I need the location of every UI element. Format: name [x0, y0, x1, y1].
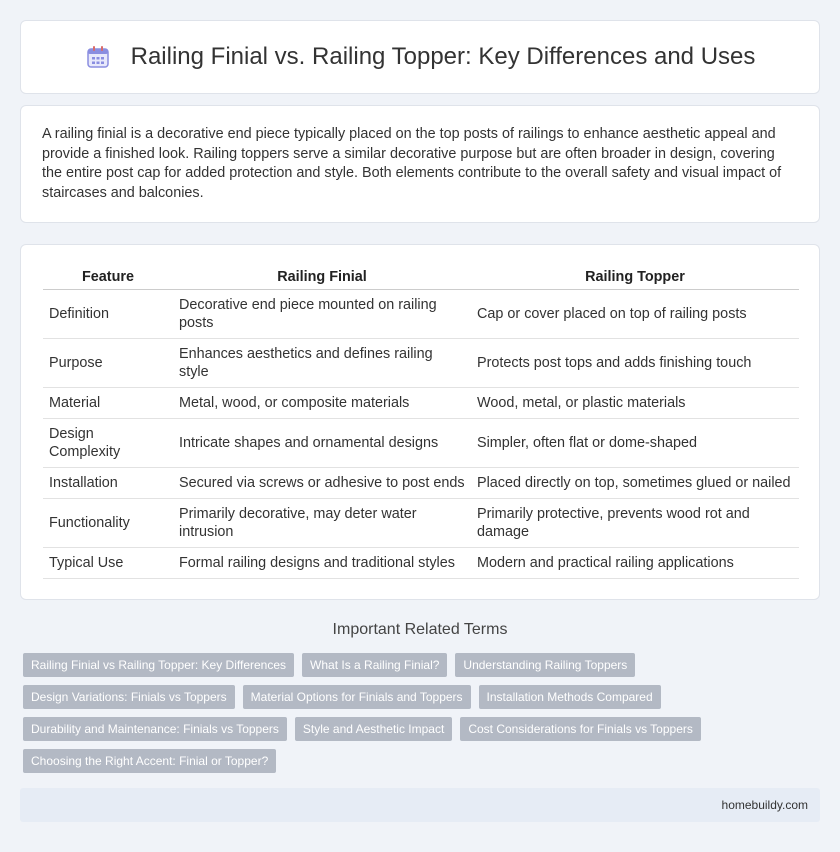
related-term-tag[interactable]: Design Variations: Finials vs Toppers — [23, 685, 235, 709]
table-row — [43, 418, 799, 467]
cell-finial: Secured via screws or adhesive to post ends — [173, 467, 471, 498]
cell-feature: Design Complexity — [43, 418, 173, 467]
cell-topper: Protects post tops and adds finishing touch — [471, 338, 799, 387]
table-row — [43, 547, 799, 578]
related-term-tag[interactable]: Understanding Railing Toppers — [455, 653, 635, 677]
related-terms-title: Important Related Terms — [332, 621, 508, 638]
comparison-table — [43, 265, 799, 579]
cell-finial: Primarily decorative, may deter water intrusion — [173, 498, 471, 547]
cell-feature: Material — [43, 387, 173, 418]
cell-finial: Decorative end piece mounted on railing posts — [173, 289, 471, 338]
table-header-row — [43, 265, 799, 289]
related-term-tag[interactable]: Style and Aesthetic Impact — [295, 717, 452, 741]
header-feature: Feature — [43, 265, 173, 289]
header-railing-topper: Railing Topper — [471, 265, 799, 289]
cell-finial: Formal railing designs and traditional styles — [173, 547, 471, 578]
table-row — [43, 498, 799, 547]
footer-site-link[interactable]: homebuildy.com — [721, 798, 808, 812]
header-railing-finial: Railing Finial — [173, 265, 471, 289]
table-row — [43, 338, 799, 387]
related-term-tag[interactable]: Cost Considerations for Finials vs Toppers — [460, 717, 701, 741]
intro-card — [20, 105, 820, 223]
cell-finial: Metal, wood, or composite materials — [173, 387, 471, 418]
cell-finial: Enhances aesthetics and defines railing style — [173, 338, 471, 387]
cell-topper: Cap or cover placed on top of railing posts — [471, 289, 799, 338]
related-term-tag[interactable]: Durability and Maintenance: Finials vs Toppers — [23, 717, 287, 741]
cell-topper: Primarily protective, prevents wood rot and damage — [471, 498, 799, 547]
cell-feature: Purpose — [43, 338, 173, 387]
cell-feature: Functionality — [43, 498, 173, 547]
related-term-tag[interactable]: Choosing the Right Accent: Finial or Topper? — [23, 749, 276, 773]
comparison-table-card — [20, 244, 820, 600]
table-row — [43, 387, 799, 418]
calendar-icon — [85, 44, 111, 70]
cell-topper: Placed directly on top, sometimes glued or nailed — [471, 467, 799, 498]
related-term-tag[interactable]: Material Options for Finials and Toppers — [243, 685, 471, 709]
footer — [20, 788, 820, 822]
cell-finial: Intricate shapes and ornamental designs — [173, 418, 471, 467]
related-term-tag[interactable]: Railing Finial vs Railing Topper: Key Differences — [23, 653, 294, 677]
related-term-tag[interactable]: What Is a Railing Finial? — [302, 653, 447, 677]
related-term-tag[interactable]: Installation Methods Compared — [479, 685, 661, 709]
cell-feature: Definition — [43, 289, 173, 338]
table-row — [43, 467, 799, 498]
cell-topper: Wood, metal, or plastic materials — [471, 387, 799, 418]
title-wrap — [85, 43, 756, 71]
intro-text: A railing finial is a decorative end piece typically placed on the top posts of railings to enhance aesthetic appeal and provide a finished look. Railing toppers serve a similar decorative purpose but are often broader in design, covering the entire post cap for added protection and style. Both elements contribute to the overall safety and visual impact of staircases and balconies. — [42, 126, 782, 201]
page-title: Railing Finial vs. Railing Topper: Key Differences and Uses — [130, 43, 756, 70]
cell-topper: Simpler, often flat or dome-shaped — [471, 418, 799, 467]
related-terms-list — [23, 653, 813, 773]
table-row — [43, 289, 799, 338]
cell-topper: Modern and practical railing applications — [471, 547, 799, 578]
cell-feature: Installation — [43, 467, 173, 498]
cell-feature: Typical Use — [43, 547, 173, 578]
header-card — [20, 20, 820, 94]
